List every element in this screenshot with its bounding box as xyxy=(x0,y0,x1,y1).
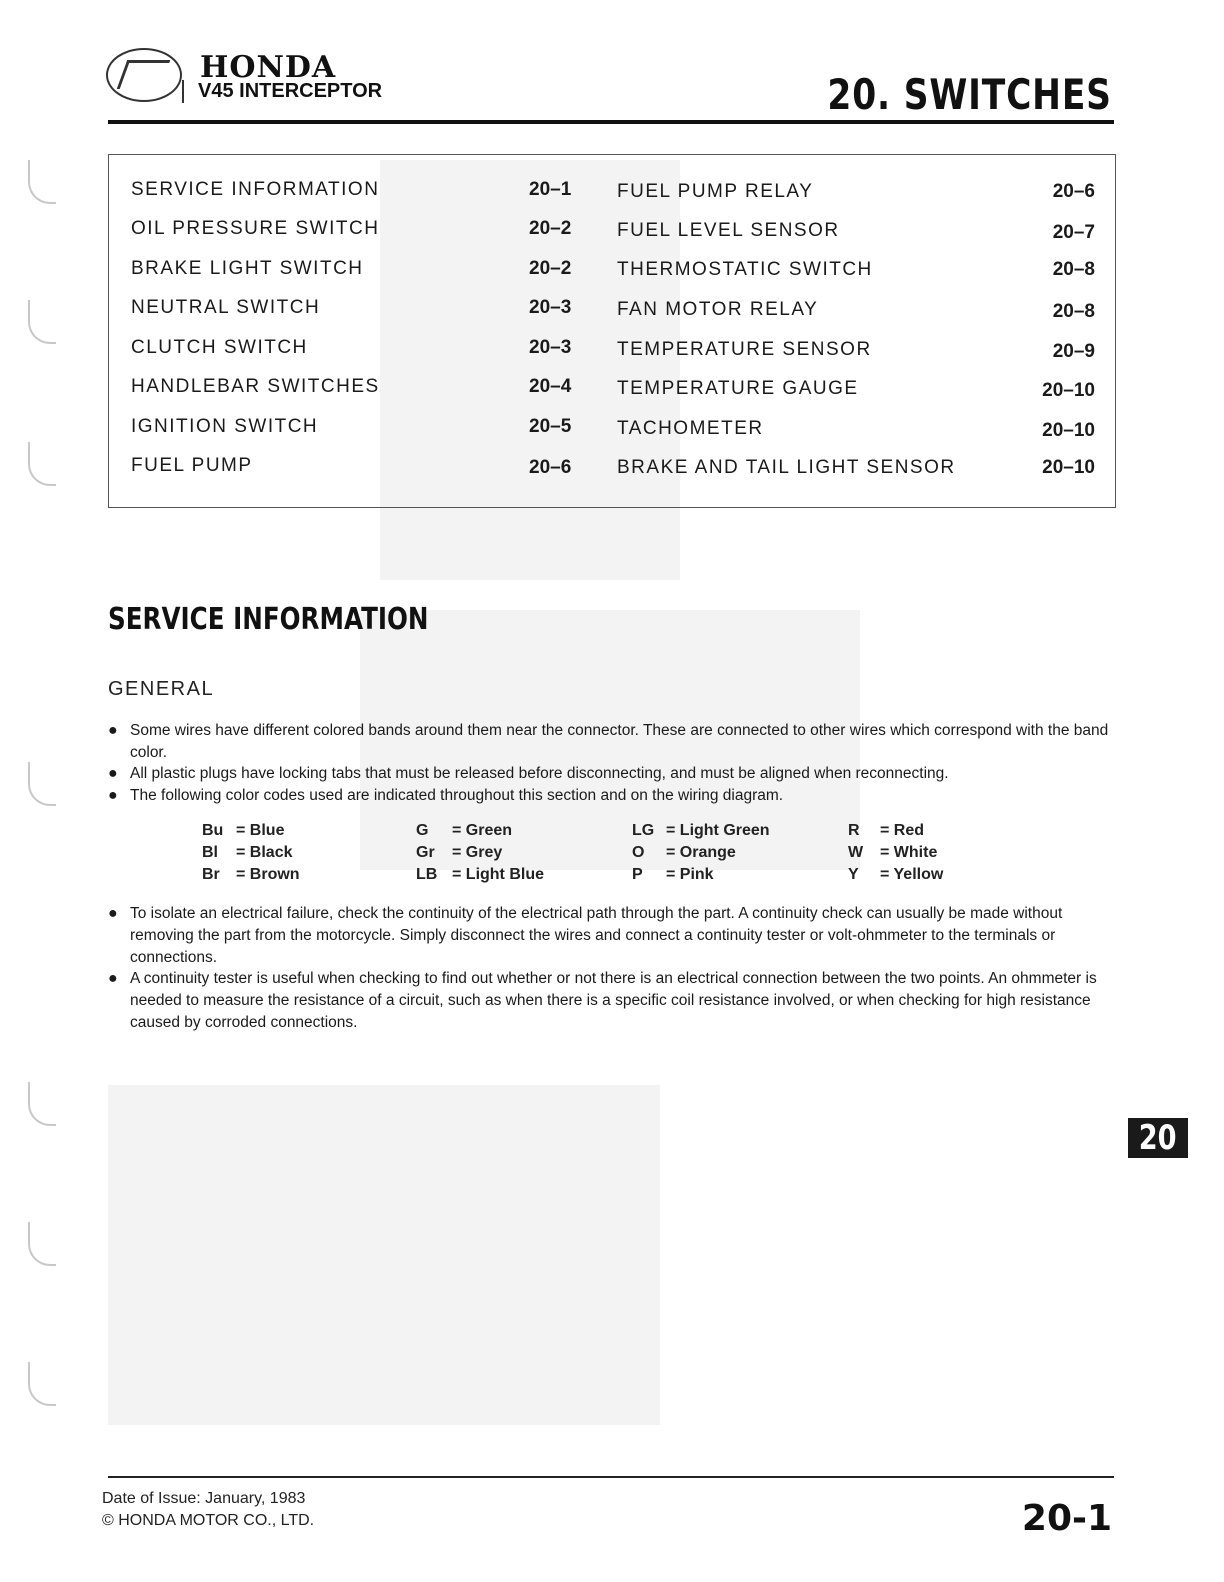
color-name: = Pink xyxy=(666,866,714,883)
color-name: = Grey xyxy=(452,844,503,861)
page-number: 20-1 xyxy=(1021,1498,1112,1539)
color-name: = Light Green xyxy=(666,822,770,839)
toc-entry-label: OIL PRESSURE SWITCH xyxy=(131,218,380,239)
bullet-dot-icon: ● xyxy=(108,787,118,804)
color-name: = Blue xyxy=(236,822,285,839)
toc-entry-label: NEUTRAL SWITCH xyxy=(131,297,321,318)
toc-entry-label: FUEL PUMP xyxy=(131,455,253,476)
bullet-item xyxy=(108,903,1118,971)
color-name: = Red xyxy=(880,822,925,839)
toc-entry-page: 20–1 xyxy=(529,179,572,200)
copyright: © HONDA MOTOR CO., LTD. xyxy=(102,1512,315,1529)
toc-entry-page: 20–6 xyxy=(1052,181,1095,202)
binder-hole xyxy=(28,762,56,806)
toc-entry-page: 20–2 xyxy=(529,258,572,279)
toc-entry-page: 20–2 xyxy=(529,218,572,239)
chapter-title: 20. SWITCHES xyxy=(827,70,1112,119)
toc-entry-page: 20–5 xyxy=(529,416,572,437)
color-code: Y xyxy=(848,866,859,883)
color-code: R xyxy=(848,822,860,839)
toc-entry-page: 20–4 xyxy=(529,376,572,397)
color-code: P xyxy=(632,866,643,883)
toc-entry-label: CLUTCH SWITCH xyxy=(131,337,308,358)
sub-heading: GENERAL xyxy=(108,678,215,700)
color-code: Gr xyxy=(416,844,435,861)
color-name: = Green xyxy=(452,822,513,839)
color-code: Bl xyxy=(202,844,218,861)
toc-entry-page: 20–9 xyxy=(1052,341,1095,362)
toc-entry-label: BRAKE AND TAIL LIGHT SENSOR xyxy=(617,457,956,478)
bullet-text: Some wires have different colored bands around them near the connector. These are connected to other wires which correspond with the band color. xyxy=(130,722,1109,761)
toc-entry-page: 20–6 xyxy=(529,457,572,478)
toc-entry-label: THERMOSTATIC SWITCH xyxy=(617,259,873,280)
bullet-text: A continuity tester is useful when checking to find out whether or not there is an electrical connection between the two points. An ohmmeter is needed to measure the resistance of a circuit, such as when there is a specific coil resistance involved, or when checking for high resistance caused by corroded connections. xyxy=(130,970,1097,1031)
binder-hole xyxy=(28,1222,56,1266)
footer-rule xyxy=(108,1476,1114,1478)
bullet-item xyxy=(108,968,1118,1036)
toc-entry-page: 20–3 xyxy=(529,337,572,358)
section-heading: SERVICE INFORMATION xyxy=(108,602,429,637)
toc-entry-label: IGNITION SWITCH xyxy=(131,416,319,437)
bullet-dot-icon: ● xyxy=(108,905,118,922)
brand-name: HONDA xyxy=(200,50,337,85)
color-name: = Brown xyxy=(236,866,300,883)
color-name: = White xyxy=(880,844,938,861)
color-code: W xyxy=(848,844,864,861)
bullet-text: The following color codes used are indicated throughout this section and on the wiring diagram. xyxy=(130,787,784,804)
toc-entry-page: 20–10 xyxy=(1042,457,1095,478)
bullet-item xyxy=(108,763,1118,787)
bullet-dot-icon: ● xyxy=(108,765,118,782)
binder-hole xyxy=(28,300,56,344)
bullet-item xyxy=(108,720,1118,766)
binder-hole xyxy=(28,442,56,486)
color-code: G xyxy=(416,822,429,839)
toc-entry-page: 20–10 xyxy=(1042,380,1095,401)
honda-wing-logo-icon xyxy=(106,48,182,102)
toc-entry-label: FUEL PUMP RELAY xyxy=(617,181,814,202)
toc-entry-label: FUEL LEVEL SENSOR xyxy=(617,220,840,241)
model-name: V45 INTERCEPTOR xyxy=(182,80,382,103)
toc-entry-label: FAN MOTOR RELAY xyxy=(617,299,819,320)
contents-box xyxy=(108,154,1116,508)
bullet-dot-icon: ● xyxy=(108,722,118,739)
chapter-side-tab-label: 20 xyxy=(1139,1118,1177,1158)
toc-entry-page: 20–8 xyxy=(1052,259,1095,280)
toc-entry-label: SERVICE INFORMATION xyxy=(131,179,380,200)
toc-entry-label: TEMPERATURE SENSOR xyxy=(617,339,872,360)
color-name: = Yellow xyxy=(880,866,944,883)
toc-entry-label: TEMPERATURE GAUGE xyxy=(617,378,859,399)
toc-entry-page: 20–7 xyxy=(1052,222,1095,243)
toc-entry-page: 20–8 xyxy=(1052,301,1095,322)
color-code: LG xyxy=(632,822,655,839)
bullet-text: All plastic plugs have locking tabs that must be released before disconnecting, and must be aligned when reconnecting. xyxy=(130,765,949,782)
issue-date: Date of Issue: January, 1983 xyxy=(102,1490,306,1507)
bullet-item xyxy=(108,785,1118,809)
chapter-side-tab xyxy=(1128,1118,1188,1158)
color-code: Br xyxy=(202,866,220,883)
binder-hole xyxy=(28,1362,56,1406)
color-code: O xyxy=(632,844,645,861)
color-name: = Light Blue xyxy=(452,866,544,883)
ghost-photo-bottom xyxy=(108,1085,660,1425)
color-name: = Orange xyxy=(666,844,736,861)
color-name: = Black xyxy=(236,844,293,861)
bullet-dot-icon: ● xyxy=(108,970,118,987)
toc-entry-label: BRAKE LIGHT SWITCH xyxy=(131,258,364,279)
toc-entry-page: 20–10 xyxy=(1042,420,1095,441)
toc-entry-label: HANDLEBAR SWITCHES xyxy=(131,376,380,397)
binder-hole xyxy=(28,1082,56,1126)
header-rule xyxy=(108,120,1114,124)
toc-entry-label: TACHOMETER xyxy=(617,418,764,439)
binder-hole xyxy=(28,160,56,204)
color-code: LB xyxy=(416,866,438,883)
bullet-text: To isolate an electrical failure, check the continuity of the electrical path through the part. A continuity check can usually be made without removing the part from the motorcycle. Simply disconnect the wires and connect a continuity tester or volt-ohmmeter to the terminals or connections. xyxy=(130,905,1063,966)
toc-entry-page: 20–3 xyxy=(529,297,572,318)
color-code: Bu xyxy=(202,822,224,839)
